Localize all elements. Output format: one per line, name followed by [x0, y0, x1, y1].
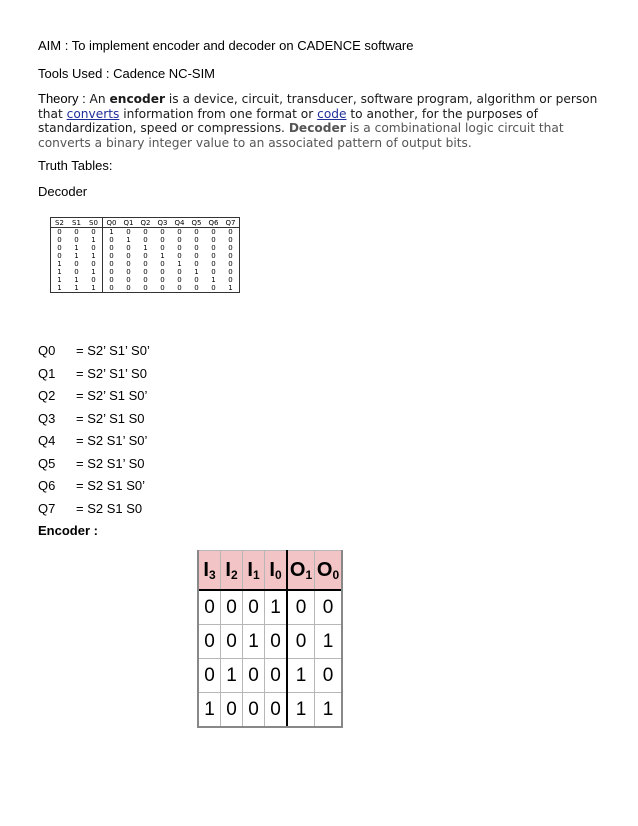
decoder-cell: 0	[177, 268, 182, 276]
decoder-cell: 0	[160, 276, 165, 284]
decoder-cell: 0	[74, 268, 79, 276]
encoder-cell: 0	[198, 625, 221, 659]
decoder-cell: 1	[143, 244, 148, 252]
decoder-cell: 0	[137, 284, 154, 293]
decoder-header-cell: Q6	[205, 218, 222, 228]
decoder-cell: 0	[143, 228, 148, 236]
decoder-cell: 0	[160, 228, 165, 236]
decoder-cell: 0	[126, 252, 131, 260]
decoder-cell: 0	[126, 244, 131, 252]
decoder-cell: 1	[68, 284, 85, 293]
decoder-cell: 0	[109, 252, 114, 260]
decoder-header-cell: Q5	[188, 218, 205, 228]
table-row	[198, 625, 342, 659]
encoder-cell: 0	[221, 625, 243, 659]
decoder-header-cell: Q2	[137, 218, 154, 228]
decoder-cell: 0	[194, 252, 199, 260]
equation-line	[38, 456, 145, 471]
table-row	[51, 228, 240, 237]
equation-output: Q3	[38, 410, 56, 426]
decoder-cell: 0	[74, 236, 79, 244]
decoder-cell: 0	[177, 236, 182, 244]
decoder-cell: 0	[194, 260, 199, 268]
decoder-cell: 0	[103, 284, 121, 293]
decoder-cell: 0	[160, 268, 165, 276]
decoder-header-cell: Q4	[171, 218, 188, 228]
equation-output: Q2	[38, 388, 56, 403]
code-link[interactable]: code	[317, 106, 347, 121]
decoder-cell: 0	[222, 268, 240, 276]
encoder-cell: 0	[221, 693, 243, 728]
decoder-cell: 0	[222, 236, 240, 244]
header-base: O	[289, 558, 306, 581]
decoder-cell: 0	[51, 244, 69, 252]
decoder-header-cell: S1	[68, 218, 85, 228]
equation-line	[38, 411, 145, 426]
decoder-cell: 1	[85, 284, 103, 293]
decoder-cell: 0	[85, 244, 103, 252]
encoder-cell: 0	[265, 625, 288, 659]
encoder-cell: 1	[221, 659, 243, 693]
table-row	[51, 276, 240, 284]
decoder-cell: 0	[126, 228, 131, 236]
decoder-cell: 0	[177, 244, 182, 252]
theory-text-4: to another, for the purposes of standardization, speed or compressions.	[38, 106, 538, 135]
decoder-header-cell: S2	[51, 218, 69, 228]
equation-line	[38, 366, 147, 381]
decoder-cell: 0	[177, 276, 182, 284]
encoder-cell: 0	[243, 590, 265, 625]
truth-tables-heading: Truth Tables:	[38, 158, 113, 173]
encoder-header-row	[198, 551, 342, 591]
decoder-cell: 0	[194, 236, 199, 244]
encoder-cell: 1	[198, 693, 221, 728]
decoder-cell: 0	[109, 276, 114, 284]
tools-line: Tools Used : Cadence NC-SIM	[38, 66, 216, 81]
encoder-cell: 0	[287, 625, 315, 659]
table-row	[51, 252, 240, 260]
decoder-cell: 0	[194, 228, 199, 236]
decoder-cell: 0	[120, 284, 137, 293]
encoder-header-cell	[221, 551, 243, 591]
equation-expression: = S2 S1’ S0’	[76, 433, 148, 448]
equation-output: Q1	[38, 365, 56, 381]
table-row	[198, 590, 342, 625]
header-subscript: 3	[208, 567, 216, 582]
decoder-header-row	[51, 218, 240, 228]
decoder-cell: 1	[51, 284, 69, 293]
encoder-cell: 1	[315, 625, 343, 659]
decoder-heading: Decoder	[38, 184, 88, 199]
equation-output: Q4	[38, 433, 56, 448]
decoder-cell: 0	[205, 284, 222, 293]
equation-line	[38, 388, 147, 403]
decoder-cell: 1	[51, 276, 69, 284]
decoder-cell: 0	[51, 236, 69, 244]
equation-expression: = S2’ S1’ S0	[76, 365, 147, 381]
equation-output: Q6	[38, 478, 56, 493]
table-row	[51, 260, 240, 268]
encoder-cell: 1	[315, 693, 343, 728]
encoder-cell: 0	[265, 659, 288, 693]
encoder-header-cell	[243, 551, 265, 591]
decoder-cell: 1	[160, 252, 165, 260]
decoder-header-cell: Q3	[154, 218, 171, 228]
decoder-cell: 1	[222, 284, 240, 293]
header-subscript: 1	[252, 567, 260, 582]
decoder-cell: 0	[85, 276, 103, 284]
theory-text-5: is a combinational logic circuit that converts a binary integer value to an associated pattern of output bits.	[38, 121, 564, 150]
decoder-cell: 1	[51, 260, 69, 268]
equation-output: Q5	[38, 455, 56, 471]
decoder-cell: 0	[211, 228, 216, 236]
decoder-cell: 0	[126, 268, 131, 276]
decoder-term: Decoder	[288, 121, 346, 135]
encoder-header-cell	[315, 551, 343, 591]
decoder-cell: 0	[51, 228, 69, 237]
table-row	[198, 659, 342, 693]
equation-expression: = S2 S1 S0’	[76, 478, 146, 493]
header-subscript: 1	[305, 567, 313, 582]
theory-text-3: information from one format or	[119, 106, 318, 121]
theory-paragraph	[38, 92, 608, 150]
encoder-cell: 1	[287, 659, 315, 693]
decoder-cell: 1	[194, 268, 199, 276]
decoder-cell: 0	[188, 284, 205, 293]
decoder-cell: 0	[160, 260, 165, 268]
header-subscript: 0	[332, 567, 340, 582]
equation-line	[38, 433, 147, 448]
encoder-term: encoder	[109, 92, 166, 106]
decoder-cell: 0	[51, 252, 69, 260]
encoder-truth-table	[197, 550, 343, 728]
theory-text-2: is a device, circuit, transducer, software program, algorithm or person that	[38, 92, 598, 121]
decoder-cell: 0	[109, 268, 114, 276]
aim-line: AIM : To implement encoder and decoder on CADENCE software	[38, 38, 414, 53]
decoder-cell: 0	[109, 236, 114, 244]
decoder-cell: 1	[85, 252, 103, 260]
decoder-cell: 0	[211, 236, 216, 244]
encoder-header-cell	[287, 551, 315, 591]
theory-text-1: An	[85, 92, 110, 106]
decoder-cell: 0	[109, 260, 114, 268]
decoder-cell: 0	[211, 252, 216, 260]
equation-expression: = S2 S1’ S0	[76, 455, 145, 471]
decoder-cell: 0	[222, 276, 240, 284]
decoder-cell: 0	[211, 260, 216, 268]
decoder-cell: 0	[211, 268, 216, 276]
decoder-header-cell: S0	[85, 218, 103, 228]
decoder-cell: 1	[74, 252, 79, 260]
decoder-cell: 0	[222, 260, 240, 268]
decoder-cell: 0	[222, 228, 240, 237]
decoder-cell: 0	[74, 260, 79, 268]
encoder-heading: Encoder :	[38, 523, 98, 538]
table-row	[51, 268, 240, 276]
header-subscript: 2	[230, 567, 238, 582]
encoder-cell: 1	[265, 590, 288, 625]
decoder-cell: 0	[126, 260, 131, 268]
encoder-cell: 0	[315, 590, 343, 625]
decoder-cell: 0	[143, 276, 148, 284]
header-base: I	[247, 558, 253, 581]
decoder-cell: 0	[222, 244, 240, 252]
decoder-cell: 0	[109, 244, 114, 252]
equation-line	[38, 343, 150, 358]
encoder-cell: 0	[243, 693, 265, 728]
decoder-cell: 0	[160, 244, 165, 252]
equation-output: Q0	[38, 343, 56, 358]
decoder-cell: 0	[143, 260, 148, 268]
header-base: I	[203, 558, 209, 581]
converts-link[interactable]: converts	[66, 106, 120, 121]
equation-expression: = S2’ S1 S0	[76, 410, 145, 426]
decoder-cell: 1	[85, 268, 103, 276]
header-base: O	[316, 558, 333, 581]
encoder-cell: 0	[198, 590, 221, 625]
encoder-header-cell	[265, 551, 288, 591]
decoder-cell: 1	[177, 260, 182, 268]
decoder-cell: 0	[222, 252, 240, 260]
decoder-cell: 1	[85, 236, 103, 244]
decoder-cell: 0	[211, 244, 216, 252]
decoder-cell: 0	[171, 284, 188, 293]
equation-expression: = S2 S1 S0	[76, 500, 143, 516]
decoder-cell: 1	[51, 268, 69, 276]
table-row	[51, 284, 240, 293]
decoder-cell: 0	[126, 276, 131, 284]
decoder-cell: 0	[177, 252, 182, 260]
decoder-cell: 1	[126, 236, 131, 244]
decoder-header-cell: Q0	[103, 218, 121, 228]
encoder-cell: 0	[198, 659, 221, 693]
decoder-cell: 1	[109, 228, 114, 236]
header-base: I	[225, 558, 231, 581]
decoder-cell: 1	[74, 244, 79, 252]
equation-line	[38, 478, 145, 493]
encoder-cell: 1	[287, 693, 315, 728]
header-subscript: 0	[274, 567, 282, 582]
encoder-cell: 0	[221, 590, 243, 625]
decoder-header-cell: Q7	[222, 218, 240, 228]
decoder-cell: 0	[194, 276, 199, 284]
decoder-table-body	[51, 228, 240, 293]
encoder-cell: 0	[243, 659, 265, 693]
decoder-cell: 0	[160, 236, 165, 244]
decoder-header-cell: Q1	[120, 218, 137, 228]
equation-expression: = S2’ S1’ S0’	[76, 343, 150, 358]
table-row	[198, 693, 342, 728]
decoder-cell: 0	[143, 252, 148, 260]
table-row	[51, 236, 240, 244]
encoder-cell: 0	[315, 659, 343, 693]
table-row	[51, 244, 240, 252]
equation-line	[38, 501, 142, 516]
encoder-cell: 1	[243, 625, 265, 659]
decoder-cell: 0	[85, 228, 103, 237]
decoder-cell: 0	[154, 284, 171, 293]
decoder-cell: 1	[74, 276, 79, 284]
decoder-cell: 0	[143, 236, 148, 244]
decoder-cell: 0	[74, 228, 79, 236]
decoder-cell: 0	[194, 244, 199, 252]
encoder-cell: 0	[265, 693, 288, 728]
equation-output: Q7	[38, 500, 56, 516]
decoder-truth-table	[50, 217, 240, 293]
header-base: I	[269, 558, 275, 581]
decoder-cell: 0	[143, 268, 148, 276]
theory-label: Theory :	[38, 91, 86, 106]
encoder-cell: 0	[287, 590, 315, 625]
decoder-cell: 1	[211, 276, 216, 284]
decoder-cell: 0	[85, 260, 103, 268]
encoder-header-cell	[198, 551, 221, 591]
equation-expression: = S2’ S1 S0’	[76, 388, 148, 403]
encoder-table-body	[198, 590, 342, 727]
decoder-cell: 0	[177, 228, 182, 236]
